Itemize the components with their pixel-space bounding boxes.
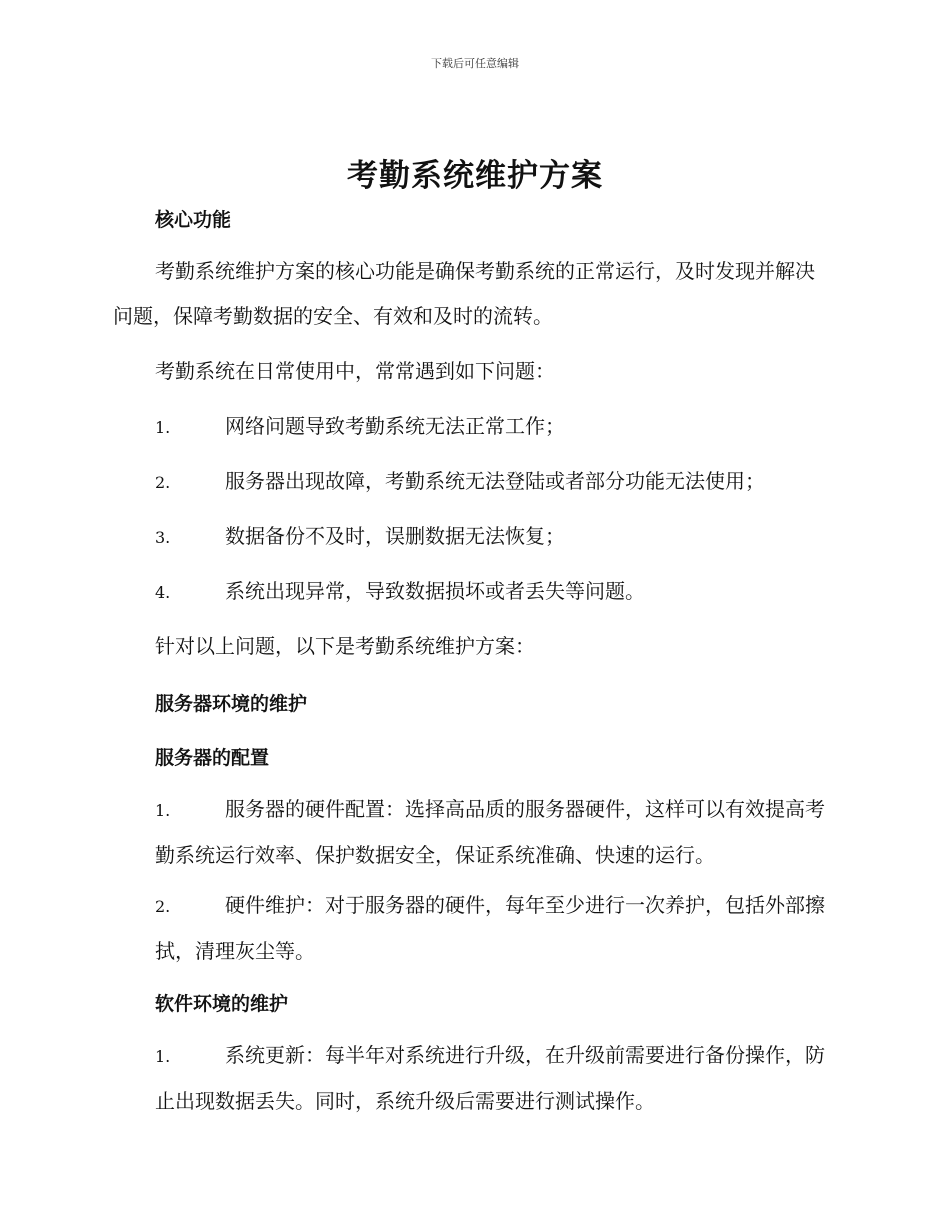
list-text: 系统更新：每半年对系统进行升级，在升级前需要进行备份操作，防止出现数据丢失。同时，系统升级后需要进行测试操作。 [155,1043,825,1113]
list-item [113,1033,833,1124]
list-text: 数据备份不及时，误删数据无法恢复； [225,524,565,548]
list-number: 1. [155,801,171,820]
list-number: 1. [155,418,171,437]
list-number: 2. [155,897,171,916]
paragraph-core-intro: 考勤系统维护方案的核心功能是确保考勤系统的正常运行，及时发现并解决问题，保障考勤数据的安全、有效和及时的流转。 [113,259,815,328]
list-number: 1. [155,1047,171,1066]
list-item [113,787,833,878]
list-item [113,454,833,509]
list-text: 系统出现异常，导致数据损坏或者丢失等问题。 [225,579,645,603]
document-title: 考勤系统维护方案 [347,158,603,194]
paragraph-plan-lead: 针对以上问题，以下是考勤系统维护方案： [155,634,535,658]
list-text: 硬件维护：对于服务器的硬件，每年至少进行一次养护，包括外部擦拭，清理灰尘等。 [155,893,825,963]
list-item [113,564,833,619]
list-text: 服务器出现故障，考勤系统无法登陆或者部分功能无法使用； [225,469,765,493]
heading-server-environment: 服务器环境的维护 [155,693,308,715]
heading-core-function: 核心功能 [155,209,232,231]
list-number: 2. [155,473,171,492]
list-text: 网络问题导致考勤系统无法正常工作； [225,414,565,438]
list-item [113,399,833,454]
list-number: 4. [155,583,171,602]
page-header-note: 下载后可任意编辑 [431,57,519,70]
list-item [113,509,833,564]
list-text: 服务器的硬件配置：选择高品质的服务器硬件，这样可以有效提高考勤系统运行效率、保护数据安全，保证系统准确、快速的运行。 [155,797,825,867]
document-body [113,196,833,1129]
paragraph-problems-lead: 考勤系统在日常使用中，常常遇到如下问题： [155,359,555,383]
heading-server-config: 服务器的配置 [155,747,270,769]
list-number: 3. [155,528,171,547]
list-item [113,883,833,974]
heading-software-environment: 软件环境的维护 [155,993,289,1015]
